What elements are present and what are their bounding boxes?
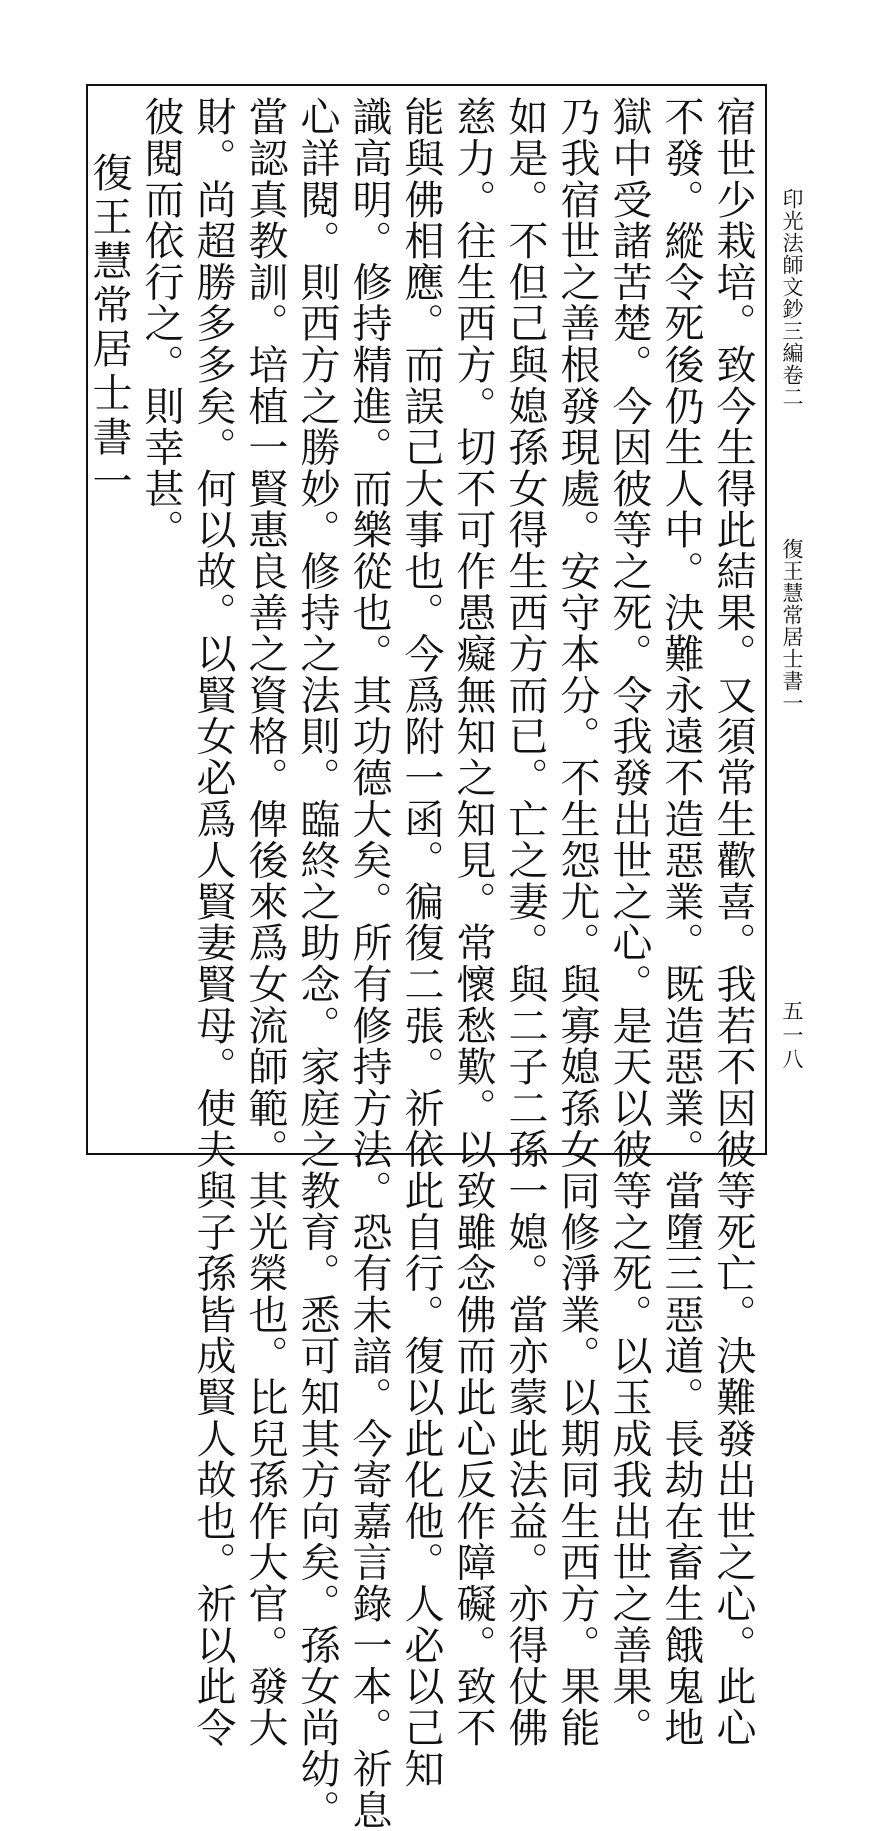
- text-column-8: 識高明。修持精進。而樂從也。其功德大矣。所有修持方法。恐有未諳。今寄嘉言錄一本。祈息: [346, 96, 392, 1831]
- running-head-section-title: 復王慧常居士書一: [780, 538, 804, 714]
- text-column-11: 財。尚超勝多多矣。何以故。以賢女必爲人賢妻賢母。使夫與子孫皆成賢人故也。祈以此令: [190, 96, 236, 1748]
- text-column-6: 慈力。往生西方。切不可作愚癡無知之知見。常懷愁歎。以致雖念佛而此心反作障礙。致不: [450, 96, 496, 1748]
- text-column-10: 當認真教訓。培植一賢惠良善之資格。俾後來爲女流師範。其光榮也。比兒孫作大官。發大: [242, 96, 288, 1748]
- text-column-9: 心詳閱。則西方之勝妙。修持之法則。臨終之助念。家庭之教育。悉可知其方向矣。孫女尚幼。: [294, 96, 340, 1831]
- text-column-1: 宿世少栽培。致今生得此結果。又須常生歡喜。我若不因彼等死亡。決難發出世之心。此心: [710, 96, 756, 1748]
- frame-top-rule: [88, 84, 767, 86]
- text-column-2: 不發。縱令死後仍生人中。決難永遠不造惡業。既造惡業。當墮三惡道。長劫在畜生餓鬼地: [658, 96, 704, 1748]
- frame-right-rule: [765, 84, 767, 1155]
- text-column-7: 能與佛相應。而誤己大事也。今爲附一函。徧復二張。祈依此自行。復以此化他。人必以己知: [398, 96, 444, 1790]
- running-head-book-title: 印光法師文鈔三編卷二: [780, 188, 804, 408]
- text-column-12: 彼閱而依行之。則幸甚。: [138, 96, 184, 551]
- text-column-5: 如是。不但己與媳孫女得生西方而已。亡之妻。與二子二孫一媳。當亦蒙此法益。亦得仗佛: [502, 96, 548, 1748]
- text-column-4: 乃我宿世之善根發現處。安守本分。不生怨尤。與寡媳孫女同修淨業。以期同生西方。果能: [554, 96, 600, 1748]
- text-column-3: 獄中受諸苦楚。今因彼等之死。令我發出世之心。是天以彼等之死。以玉成我出世之善果。: [606, 96, 652, 1748]
- next-letter-title: 復王慧常居士書一: [86, 152, 132, 504]
- page-number: 五一八: [780, 1000, 804, 1072]
